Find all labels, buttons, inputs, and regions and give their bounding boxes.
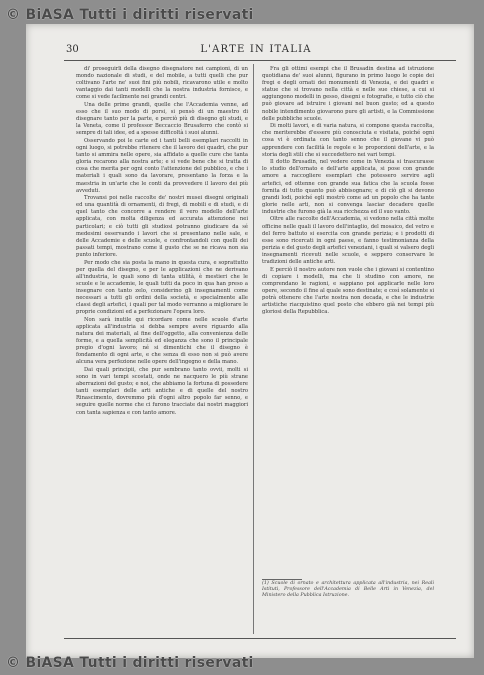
footnote-rule [262,579,302,580]
right-paragraph: Oltre alle raccolte dell'Accademia, si vedono nella città molte officine nelle quali il lavoro dell'intaglio, del mosaico, del vetro e del ferro battuto si esercita con grande perizia; e i prodotti di esse sono ricercati in ogni paese, e fanno testimonianza della perizia e del gusto degli artefici veneziani, i quali si valsero degli insegnamenti ricevuti nelle scuole, e seppero conservare le tradizioni delle antiche arti. [262,216,434,266]
watermark-top: © BiASA Tutti i diritti riservati [6,7,254,23]
right-paragraph: Di molti lavori, e di varia natura, si compone questa raccolta, che meriterebbe d'essere più conosciuta e visitata, poiché ogni cosa vi è ordinata con tanto senno che il giovane vi può apprendere con facilità le regole e le proporzioni dell'arte, e la storia degli stili che si succedettero nei vari tempi. [262,123,434,158]
right-paragraph: Fra gli ottimi esempi che il Brusadin destina ad istruzione quotidiana de' suoi alunni, figurano in primo luogo le copie dei fregi e degli ornati dei monumenti di Venezia, e dei quadri e statue che si trovano nella città e nelle sue chiese, a cui si aggiungono modelli in gesso, disegni e fotografie, e tutto ciò che può giovare ad istruire i giovani nel buon gusto; ed a questo nobile intendimento giovarono pure gli artisti, e la Commissione delle pubbliche scuole. [262,66,434,122]
column-divider [253,64,254,634]
page-header [66,44,446,58]
header-rule [64,60,456,61]
left-paragraph: di' proseguirli della disegno disegnatore nei campioni, di un mondo nazionale di studi, e del mobile, a tutti quelli che pur coltivano l'arte ne' suoi fini più nobili, ricavarono utile e molto vantaggio dai tanti modelli che la nostra industria fornisce, e come si vede facilmente nei grandi centri. [76,66,248,101]
left-paragraph: Per modo che sia posta la mano in questa cura, e soprattutto per quella del disegno, e per le applicazioni che ne derivano all'industria, le quali sono di tanta utilità, è mestieri che le scuole e le accademie, le quali tutti da poco in qua han preso a insegnare con tanto zelo, considerino gli insegnamenti come necessari a tutti gli ordini della società, e specialmente alle classi degli artefici, i quali per tal modo verranno a migliorare le proprie condizioni ed a perfezionare l'opera loro. [76,259,248,316]
watermark-bottom: © BiASA Tutti i diritti riservati [6,655,254,671]
running-title: L'ARTE IN ITALIA [200,44,312,55]
left-paragraph: Osservando poi le carte ed i tanti belli esemplari raccolti in ogni luogo, si potrebbe ritenere che il lavoro dei quadri, che pur tanto si ammira nelle opere, sia affidato a quelle cure che tanta gloria recarono alla nostra arte; e si vede bene che si tratta di cosa che merita per ogni conto l'attenzione del pubblico, e che i materiali i quali sono da lavorare, presentano la forza e la maestria in un'arte che le conti da provvedere il lavoro dei più avveduti. [76,137,248,194]
footer-rule [64,638,456,639]
left-paragraph: Dai quali principii, che pur sembrano tanto ovvii, molti si sono in vari tempi scostati, onde ne nacquero le più strane aberrazioni del gusto; e noi, che abbiamo la fortuna di possedere tanti esemplari delle arti antiche e di quelle del nostro Rinascimento, dovremmo più d'ogni altro popolo far senno, e seguire quelle norme che ci furono tracciate dai nostri maggiori con tanta sapienza e con tanto amore. [76,366,248,416]
left-column [76,66,248,634]
left-paragraph: Una delle prime grandi, quelle che l'Accademia venne, ad esso che il suo modo di porsi, si pensò di un maestro di disegnare tanto per la parte, e perciò più di disegno gli studi, e la Veneta, come il professor Beccaccio Brusaferro che contò si sempre di tali idee, ed a spesse difficoltà i suoi alunni. [76,101,248,137]
right-column [262,66,434,560]
left-paragraph: Non sarà inutile qui ricordare come nelle scuole d'arte applicata all'industria si debba sempre avere riguardo alla natura dei materiali, al fine dell'oggetto, alla convenienza delle forme, e a quella semplicità ed eleganza che sono il principale pregio d'ogni lavoro; né si dimentichi che il disegno è fondamento di ogni arte, e che senza di esso non si può avere alcuna vera perfezione nelle opere dell'ingegno e della mano. [76,316,248,366]
left-paragraph: Trovansi poi nelle raccolte de' nostri musei disegni originali ed una quantità di ornamenti, di fregi, di mobili e di studi, e di quel tanto che concorre a rendere il vero modello dell'arte applicata, con molta diligenza ed accurata attenzione nei particolari; e ciò tutti gli studiosi potranno giudicare da sé medesimi osservando i lavori che si presentano nelle sale, e delle Accademie e delle scuole, e confrontandoli con quelli dei passati tempi, mostrano come il gusto che se ne ricava non sia punto inferiore. [76,195,248,258]
right-paragraph: Il dotto Brusadin, nel vedere come in Venezia si trascurasse lo studio dell'ornato e dell'arte applicata, si pose con grande amore a raccogliere esemplari che potessero servire agli artefici, ed ottenne con grande sua fatica che la scuola fosse fornita di tutto quanto può abbisognare; e di ciò gli si devono grandi lodi, poiché egli mostrò come ad un popolo che ha tante glorie nelle arti, non si convenga lasciar decadere quelle industrie che furono già la sua ricchezza ed il suo vanto. [262,159,434,215]
page-number: 30 [66,44,79,55]
right-paragraph: E perciò il nostro autore non vuole che i giovani si contentino di copiare i modelli, ma che li studino con amore, ne comprendano le ragioni, e sappiano poi applicarle nelle loro opere, secondo il fine al quale sono destinate; e così solamente si potrà ottenere che l'arte nostra non decada, e che le industrie artistiche riacquistino quel posto che ebbero già nei tempi più gloriosi della Repubblica. [262,266,434,316]
footnote: (1) Scuole di ornato e architettura applicata all'industria, nei Reali Istituti, Professore dell'Accademia di Belle Arti in Venezia, del Ministero della Pubblica Istruzione. [262,581,434,599]
